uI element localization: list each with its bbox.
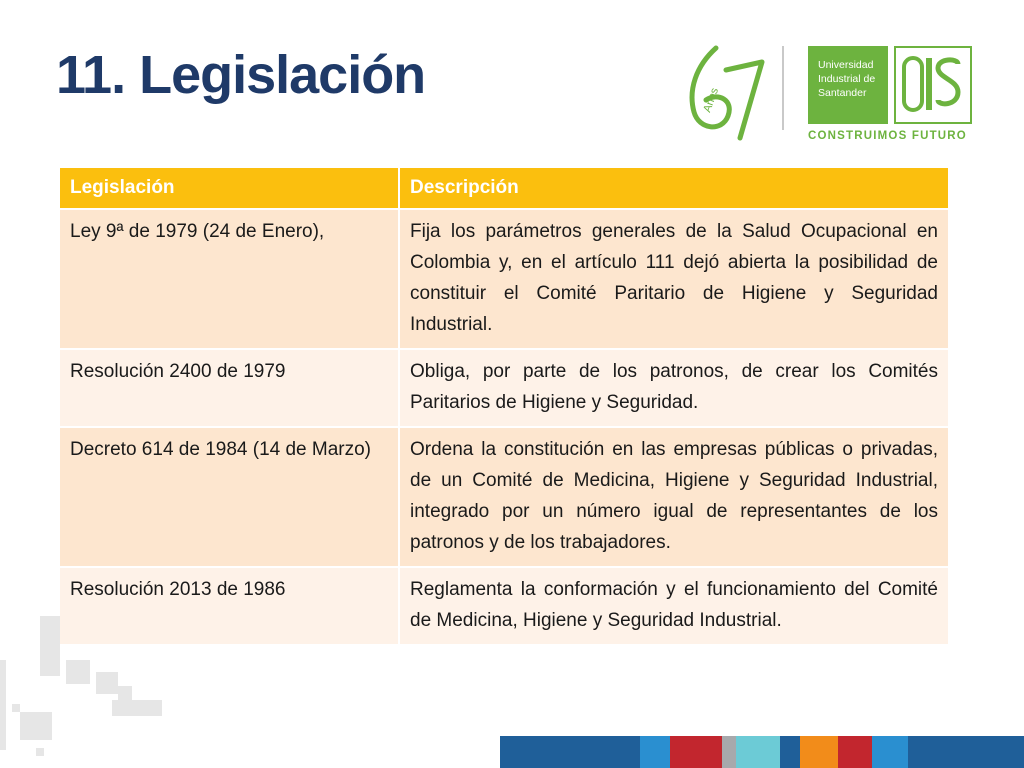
logo-divider: [782, 46, 784, 130]
color-segment: [838, 736, 872, 768]
table-row: [59, 567, 949, 645]
anniversary-logo: [682, 42, 766, 142]
color-segment: [780, 736, 800, 768]
color-segment: [736, 736, 780, 768]
table-row: [59, 349, 949, 427]
header-description: Descripción: [399, 167, 949, 209]
bottom-color-bar: [500, 736, 1024, 768]
table-header-row: [59, 167, 949, 209]
description-cell: Fija los parámetros generales de la Salud Ocupacional en Colombia y, en el artículo 111 dejó abierta la posibilidad de constituir el Comité Paritario de Higiene y Seguridad Industrial.: [399, 209, 949, 349]
university-name-box: [808, 46, 888, 124]
description-cell: Obliga, por parte de los patronos, de crear los Comités Paritarios de Higiene y Seguridad.: [399, 349, 949, 427]
law-cell: Resolución 2013 de 1986: [59, 567, 399, 645]
anniversary-number: 67: [682, 42, 684, 43]
table-row: [59, 427, 949, 567]
description-cell: Ordena la constitución en las empresas públicas o privadas, de un Comité de Medicina, Higiene y Seguridad Industrial, integrado por un número igual de representantes de los patronos y de los trabajadores.: [399, 427, 949, 567]
anniversary-word: Años: [701, 86, 722, 115]
color-segment: [908, 736, 1024, 768]
color-segment: [670, 736, 722, 768]
color-segment: [640, 736, 670, 768]
color-segment: [722, 736, 736, 768]
uis-monogram-icon: [902, 54, 964, 116]
university-line-3: Santander: [818, 87, 867, 99]
uis-logo-mark: [894, 46, 972, 124]
university-line-1: Universidad: [818, 59, 874, 71]
law-cell: Resolución 2400 de 1979: [59, 349, 399, 427]
slide-title: 11. Legislación: [56, 45, 426, 105]
color-segment: [500, 736, 640, 768]
table-row: [59, 209, 949, 349]
university-slogan: CONSTRUIMOS FUTURO: [808, 130, 967, 142]
university-line-2: Industrial de: [818, 73, 876, 85]
description-cell: Reglamenta la conformación y el funcionamiento del Comité de Medicina, Higiene y Seguridad Industrial.: [399, 567, 949, 645]
law-cell: Decreto 614 de 1984 (14 de Marzo): [59, 427, 399, 567]
color-segment: [800, 736, 838, 768]
law-cell: Ley 9ª de 1979 (24 de Enero),: [59, 209, 399, 349]
color-segment: [872, 736, 908, 768]
header-legislation: Legislación: [59, 167, 399, 209]
legislation-table: [58, 166, 950, 646]
